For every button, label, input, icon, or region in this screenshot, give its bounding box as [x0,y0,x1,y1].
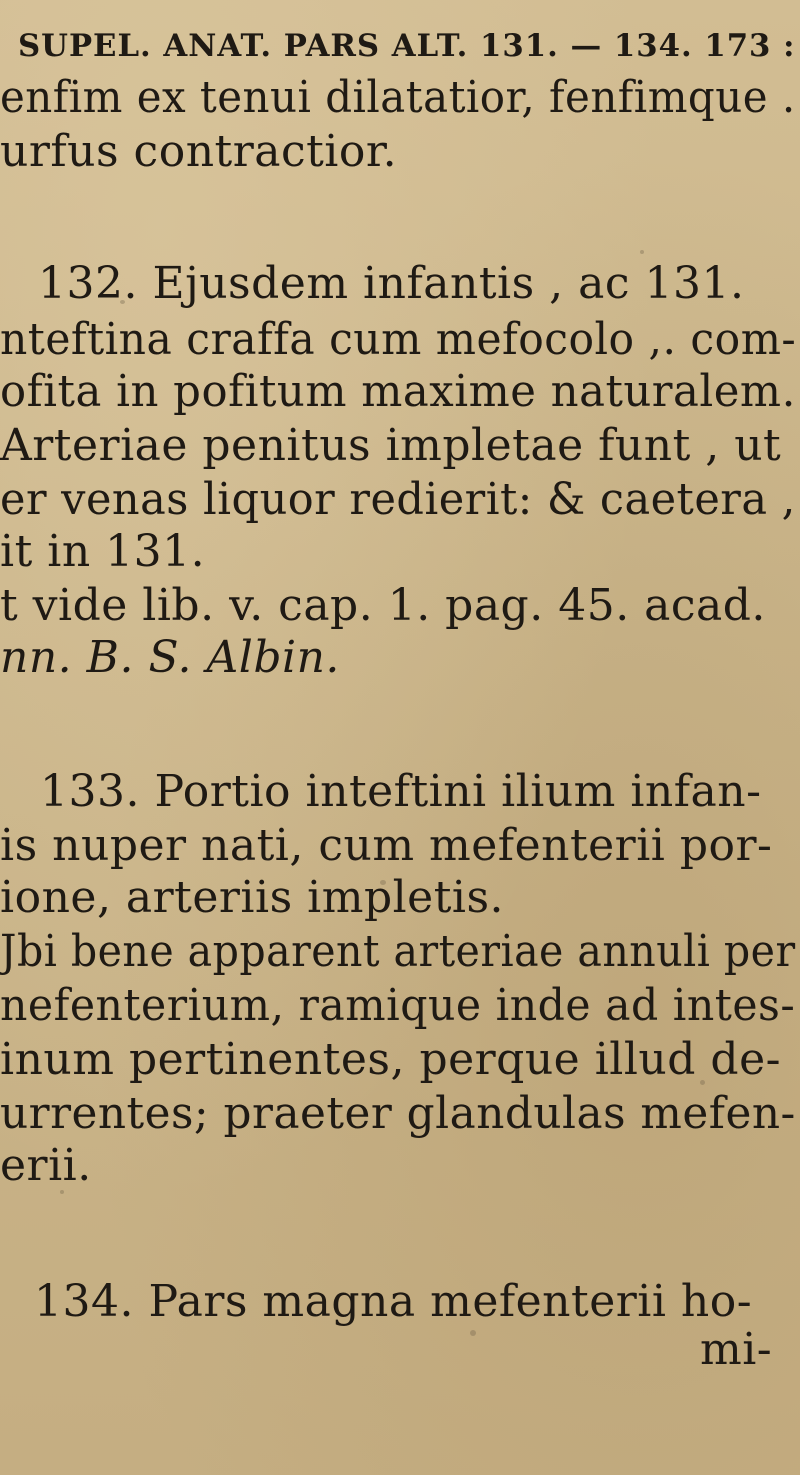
item-132-line-5: er venas liquor redierit: & caetera , [0,474,796,525]
item-132-line-4: Arteriae penitus impletae funt , ut [0,420,782,471]
item-132-line-1: 132. Ejusdem infantis , ac 131. [38,258,745,309]
item-133-line-2: is nuper nati, cum mefenterii por- [0,820,773,871]
item-133-line-4: Jbi bene apparent arteriae annuli per [0,926,796,977]
paper-speck [470,1330,476,1336]
item-133-line-1: 133. Portio inteftini ilium infan- [40,766,762,817]
item-132-line-7: t vide lib. v. cap. 1. pag. 45. acad. [0,580,766,631]
item-132-line-8: nn. B. S. Albin. [0,632,340,683]
continuation-line-1: enfim ex tenui dilatatior, fenfimque . [0,72,796,123]
item-133-line-3: ione, arteriis impletis. [0,872,505,923]
running-head: SUPEL. ANAT. PARS ALT. 131. — 134. 173 : [18,28,796,64]
item-133-line-7: urrentes; praeter glandulas mefen- [0,1088,796,1139]
item-134-line-2: mi- [700,1324,773,1375]
item-133-line-8: erii. [0,1140,92,1191]
item-133-line-6: inum pertinentes, perque illud de- [0,1034,781,1085]
item-133-line-5: nefenterium, ramique inde ad intes- [0,980,796,1031]
paper-speck [640,250,644,254]
item-132-line-3: ofita in pofitum maxime naturalem. [0,366,796,417]
continuation-line-2: urfus contractior. [0,126,398,177]
item-132-line-2: nteftina craffa cum mefocolo ,. com- [0,314,797,365]
item-134-line-1: 134. Pars magna mefenterii ho- [34,1276,753,1327]
item-132-line-6: it in 131. [0,526,206,577]
